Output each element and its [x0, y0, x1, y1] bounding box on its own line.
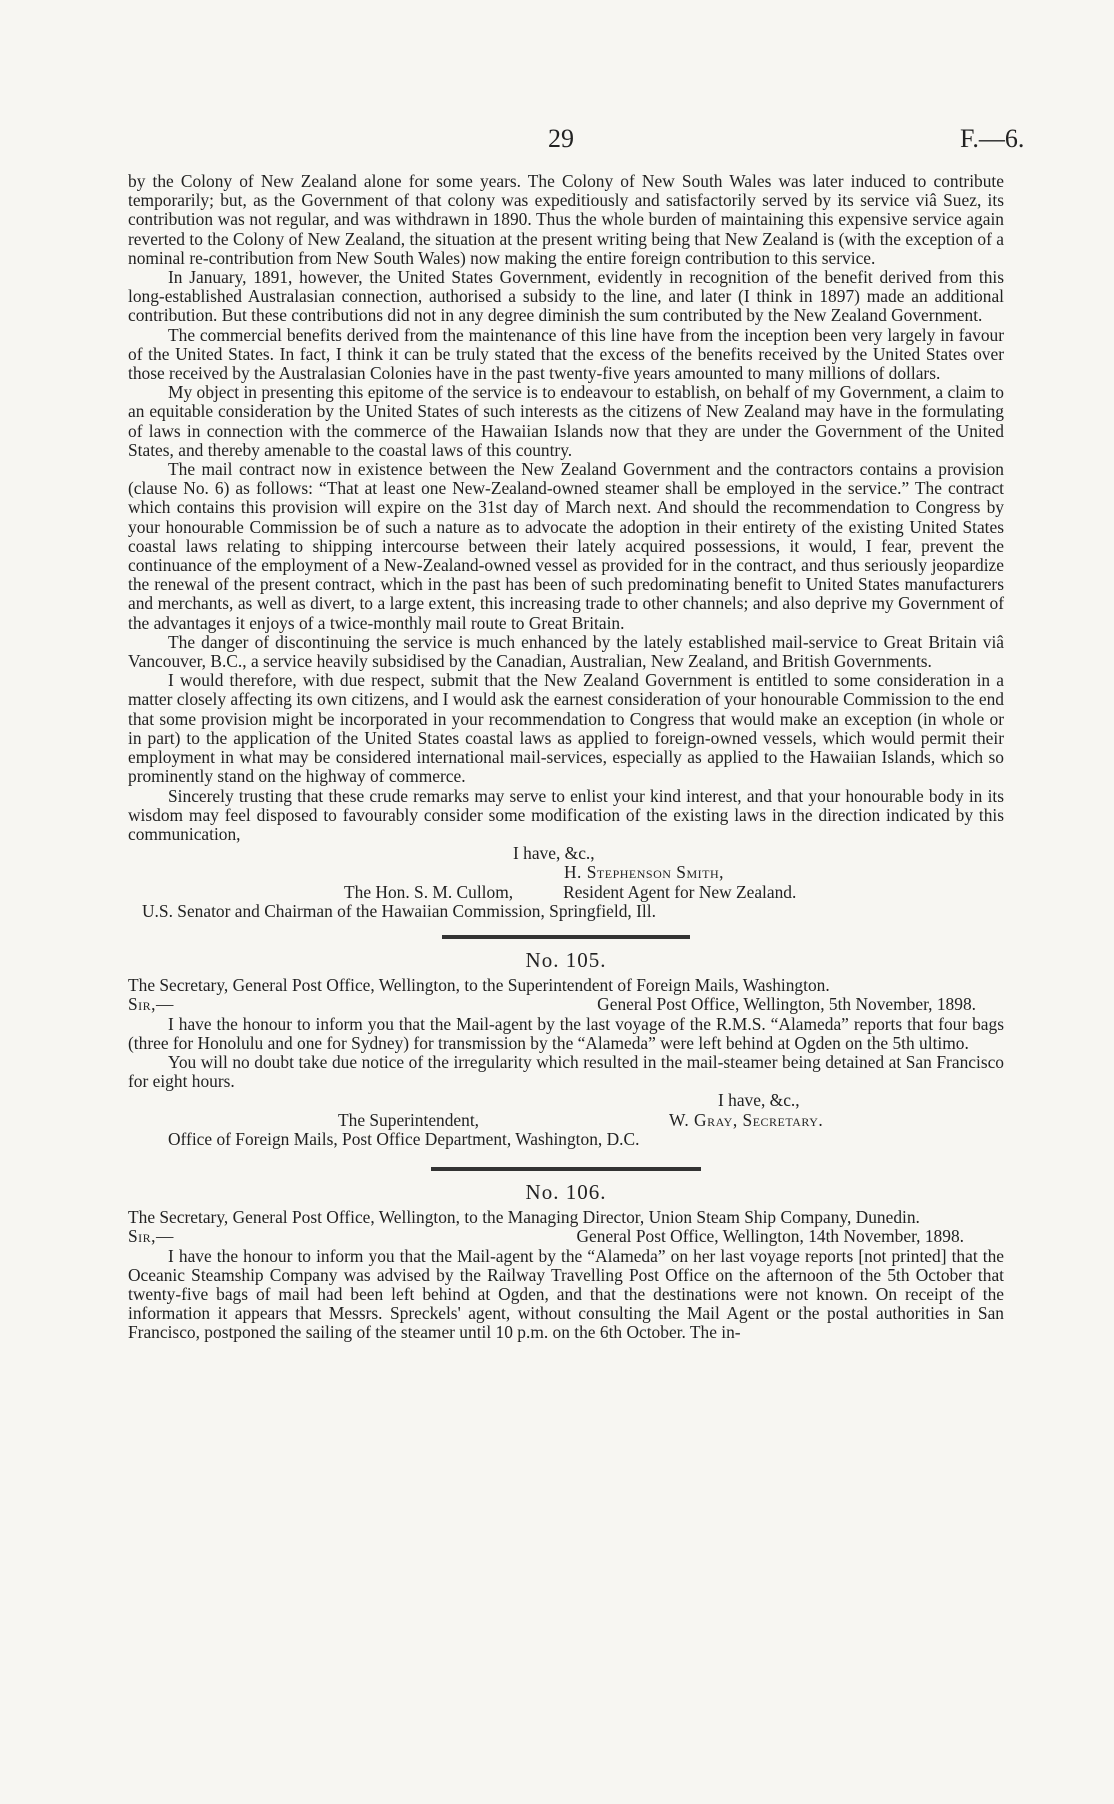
letter-number: No. 105. [525, 947, 607, 972]
letter-number: No. 106. [525, 1179, 607, 1204]
paragraph-commercial: The commercial benefits derived from the maintenance of this line have from the inception been very largely in favour of the United States. In fact, I think it can be truly stated that the excess of the benefits received by the United States over those received by the Australasian Colonies have in the past twenty-five years amounted to many millions of dollars. [128, 324, 1004, 384]
addressee-title: U.S. Senator and Chairman of the Hawaiian Commission, Springfield, Ill. [142, 900, 656, 921]
dateline: General Post Office, Wellington, 14th November, 1898. [576, 1226, 964, 1247]
signature-block-1 [128, 844, 1004, 921]
paragraph-danger: The danger of discontinuing the service is much enhanced by the lately established mail-service to Great Britain viâ Vancouver, B.C., a service heavily subsidised by the Canadian, Australian, New Zealand, and British Governments. [128, 631, 1004, 672]
paragraph-object: My object in presenting this epitome of the service is to endeavour to establish, on behalf of my Government, a claim to an equitable consideration by the United States of such interests as the citizens of New Zealand may have in the formulating of laws in connection with the commerce of the Hawaiian Islands now that they are under the Government of the United States, and thereby amenable to the coastal laws of this country. [128, 382, 1004, 460]
letter-105 [128, 947, 1004, 1149]
letter-heading: The Secretary, General Post Office, Wellington, to the Superintendent of Foreign Mails, Washington. [128, 975, 830, 996]
closing: I have, &c., [513, 843, 595, 864]
paragraph-1891: In January, 1891, however, the United States Government, evidently in recognition of the benefit derived from this long-established Australasian connection, authorised a subsidy to the line, and later (I think in 1897) made an additional contribution. But these contributions did not in any degree diminish the sum contributed by the New Zealand Government. [128, 267, 1004, 326]
section-divider [431, 1167, 701, 1171]
dateline: General Post Office, Wellington, 5th November, 1898. [597, 994, 976, 1015]
salutation: Sir,— [128, 994, 174, 1015]
document-reference: F.—6. [960, 124, 1025, 153]
paragraph-trusting: Sincerely trusting that these crude remarks may serve to enlist your kind interest, and that your honourable body in its wisdom may feel disposed to favourably consider some modification of the existing laws in the direction indicated by this communication, [128, 785, 1004, 844]
addressee: The Superintendent, [338, 1109, 480, 1130]
page-number: 29 [548, 124, 574, 153]
paragraph-contract: The mail contract now in existence between the New Zealand Government and the contractors contains a provision (clause No. 6) as follows: “That at least one New-Zealand-owned steamer shall be employed in the service.” The contract which contains this provision will expire on the 31st day of March next. And should the recommendation to Congress by your honourable Commission be of such a nature as to advocate the adoption in their entirety of the existing United States coastal laws relating to shipping intercourse between their lately acquired possessions, it would, I fear, prevent the continuance of the employment of a New-Zealand-owned vessel as provided for in the contract, and thus seriously jeopardize the renewal of the present contract, which in the past has been of such predominating benefit to United States manufacturers and merchants, as well as divert, to a large extent, this increasing trade to other channels; and also deprive my Government of the advantages it enjoys of a twice-monthly mail route to Great Britain. [128, 459, 1004, 633]
document-body [128, 172, 1004, 1343]
letter-paragraph: I have the honour to inform you that the Mail-agent by the “Alameda” on her last voyage reports [not printed] that the Oceanic Steamship Company was advised by the Railway Travelling Post Office on the afternoon of the 5th October that twenty-five bags of mail had been left behind at Ogden, and that the destinations were not known. On receipt of the information it appears that Messrs. Spreckels' agent, without consulting the Mail Agent or the postal authorities in San Francisco, postponed the sailing of the steamer until 10 p.m. on the 6th October. The in- [128, 1245, 1004, 1343]
signer: H. Stephenson Smith, [564, 862, 724, 883]
letter-106 [128, 1179, 1004, 1343]
letter-heading: The Secretary, General Post Office, Wellington, to the Managing Director, Union Steam Ship Company, Dunedin. [128, 1207, 920, 1228]
signer-title: Resident Agent for New Zealand. [563, 881, 797, 902]
paragraph-continuation: by the Colony of New Zealand alone for some years. The Colony of New South Wales was later induced to contribute temporarily; but, as the Government of that colony was expeditiously and satisfactorily served by its service viâ Suez, its contribution was not regular, and was withdrawn in 1890. Thus the whole burden of maintaining this expensive service again reverted to the Colony of New Zealand, the situation at the present writing being that New Zealand is (with the exception of a nominal re-contribution from New South Wales) now making the entire foreign contribution to this service. [128, 171, 1004, 268]
addressee: The Hon. S. M. Cullom, [344, 881, 514, 902]
letter-paragraph: I have the honour to inform you that the Mail-agent by the last voyage of the R.M.S. “Alameda” reports that four bags (three for Honolulu and one for Sydney) for transmission by the “Alameda” were left behind at Ogden on the 5th ultimo. [128, 1013, 1004, 1053]
addressee-office: Office of Foreign Mails, Post Office Department, Washington, D.C. [168, 1128, 640, 1149]
section-divider [442, 935, 690, 939]
signer: W. Gray, Secretary. [669, 1109, 824, 1130]
closing: I have, &c., [718, 1090, 800, 1111]
letter-paragraph: You will no doubt take due notice of the irregularity which resulted in the mail-steamer being detained at San Francisco for eight hours. [128, 1051, 1004, 1092]
paragraph-respect: I would therefore, with due respect, submit that the New Zealand Government is entitled to some consideration in a matter closely affecting its own citizens, and I would ask the earnest consideration of your honourable Commission to the end that some provision might be incorporated in your recommendation to Congress that would make an exception (in whole or in part) to the application of the United States coastal laws as applied to foreign-owned vessels, which would permit their employment in what may be considered international mail-services, especially as applied to the Hawaiian Islands, which so prominently stand on the highway of commerce. [128, 670, 1004, 787]
salutation: Sir,— [128, 1226, 174, 1247]
